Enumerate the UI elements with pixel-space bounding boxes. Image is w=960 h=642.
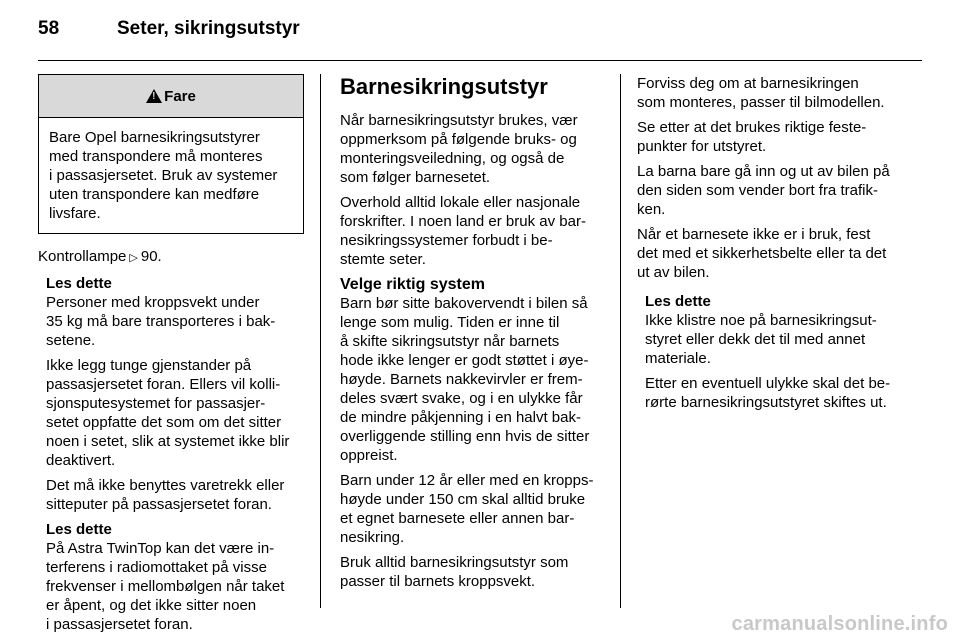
text-line: passer til barnets kroppsvekt. (340, 573, 536, 590)
text-line: Ikke klistre noe på barnesikringsut- (645, 312, 877, 329)
page-reference[interactable] (126, 248, 161, 265)
text-line: uten transpondere kan medføre (49, 186, 260, 203)
column-middle (340, 74, 605, 597)
text-line: den siden som vender bort fra trafik- (637, 182, 878, 199)
note-paragraph (645, 374, 903, 412)
text-line: lenge som mulig. Tiden er inne til (340, 314, 560, 331)
text-line: høyde. Barnets nakkevirvler er frem- (340, 371, 583, 388)
text-line: rørte barnesikringsutstyret skiftes ut. (645, 394, 887, 411)
danger-text (39, 118, 303, 233)
text-line: Personer med kroppsvekt under (46, 294, 260, 311)
text-line: livsfare. (49, 205, 101, 222)
header-rule (38, 60, 922, 61)
text-line: La barna bare gå inn og ut av bilen på (637, 163, 890, 180)
paragraph (637, 162, 903, 219)
text-line: Bruk alltid barnesikringsutstyr som (340, 554, 569, 571)
text-line: overliggende stilling enn hvis de sitter (340, 428, 590, 445)
text-line: styret eller dekk det til med annet (645, 331, 866, 348)
note-block (46, 520, 304, 634)
paragraph (340, 111, 605, 187)
text-line: passasjersetet foran. Ellers vil kolli- (46, 376, 281, 393)
text-line: sjonsputesystemet for passasjer- (46, 395, 266, 412)
text-line: monteringsveiledning, og også de (340, 150, 565, 167)
section-heading: Barnesikringsutstyr (340, 74, 548, 99)
text-line: terferens i radiomottaket på visse (46, 559, 267, 576)
text-line: Det må ikke benyttes varetrekk eller (46, 477, 285, 494)
text-line: Se etter at det brukes riktige feste- (637, 119, 867, 136)
text-line: Bare Opel barnesikringsutstyrer (49, 129, 260, 146)
note-paragraph (46, 356, 304, 470)
text-line: med transpondere må monteres (49, 148, 263, 165)
text-line: i passasjersetet foran. (46, 616, 193, 633)
text-line: frekvenser i mellombølgen når taket (46, 578, 285, 595)
text-line: setet oppfatte det som om det sitter (46, 414, 282, 431)
indicator-text: Kontrollampe (38, 248, 127, 265)
note-title: Les dette (645, 293, 711, 310)
danger-box (38, 74, 304, 234)
paragraph (637, 74, 903, 112)
text-line: Når barnesikringsutstyr brukes, vær (340, 112, 578, 129)
text-line: 35 kg må bare transporteres i bak- (46, 313, 276, 330)
paragraph (340, 294, 605, 465)
note-paragraph (46, 539, 304, 634)
column-divider (320, 74, 321, 608)
note-paragraph (46, 293, 304, 350)
text-line: Overhold alltid lokale eller nasjonale (340, 194, 581, 211)
text-line: noen i setet, slik at systemet ikke blir (46, 433, 290, 450)
text-line: nesikring. (340, 529, 405, 546)
text-line: som følger barnesetet. (340, 169, 491, 186)
note-paragraph (645, 311, 903, 368)
page-number: 58 (38, 18, 60, 39)
text-line: Når et barnesete ikke er i bruk, fest (637, 226, 871, 243)
paragraph (637, 225, 903, 282)
warning-triangle-icon (146, 89, 162, 103)
text-line: å skifte sikringsutstyr når barnets (340, 333, 560, 350)
text-line: ut av bilen. (637, 264, 710, 281)
text-line: det med et sikkerhetsbelte eller ta det (637, 245, 887, 262)
subsection-heading: Velge riktig system (340, 276, 485, 293)
text-line: setene. (46, 332, 96, 349)
note-title: Les dette (46, 521, 112, 538)
column-left (38, 74, 304, 640)
text-line: Forviss deg om at barnesikringen (637, 75, 859, 92)
text-line: Barn under 12 år eller med en kropps- (340, 472, 594, 489)
text-line: hode ikke lenger er godt støttet i øye- (340, 352, 589, 369)
indicator-paragraph (38, 247, 304, 268)
text-line: ken. (637, 201, 666, 218)
paragraph (340, 553, 605, 591)
text-line: Barn bør sitte bakovervendt i bilen så (340, 295, 588, 312)
column-divider (620, 74, 621, 608)
note-paragraph (46, 476, 304, 514)
chapter-title: Seter, sikringsutstyr (117, 18, 300, 39)
watermark: carmanualsonline.info (731, 613, 948, 635)
text-line: punkter for utstyret. (637, 138, 767, 155)
column-right (637, 74, 903, 418)
text-line: som monteres, passer til bilmodellen. (637, 94, 885, 111)
text-line: er åpent, og det ikke sitter noen (46, 597, 257, 614)
text-line: materiale. (645, 350, 711, 367)
text-line: de mindre påkjenning i en halvt bak- (340, 409, 581, 426)
text-line: Ikke legg tunge gjenstander på (46, 357, 252, 374)
text-line: oppreist. (340, 447, 398, 464)
text-line: et egnet barnesete eller annen bar- (340, 510, 575, 527)
text-line: Etter en eventuell ulykke skal det be- (645, 375, 891, 392)
note-block (645, 292, 903, 412)
danger-header (39, 75, 303, 118)
page-header (38, 18, 300, 48)
danger-title: Fare (164, 87, 196, 105)
note-title: Les dette (46, 275, 112, 292)
paragraph (340, 471, 605, 547)
text-line: deaktivert. (46, 452, 116, 469)
page-reference-value: 90. (140, 248, 162, 265)
text-line: På Astra TwinTop kan det være in- (46, 540, 275, 557)
text-line: høyde under 150 cm skal alltid bruke (340, 491, 586, 508)
text-line: sitteputer på passasjersetet foran. (46, 496, 272, 513)
text-line: deles svært svake, og i en ulykke får (340, 390, 583, 407)
paragraph (340, 193, 605, 269)
text-line: nesikringssystemer forbudt i be- (340, 232, 553, 249)
text-line: forskrifter. I noen land er bruk av bar- (340, 213, 586, 230)
text-line: stemte seter. (340, 251, 426, 268)
text-line: i passasjersetet. Bruk av systemer (49, 167, 278, 184)
paragraph (637, 118, 903, 156)
note-block (46, 274, 304, 514)
text-line: oppmerksom på følgende bruks- og (340, 131, 577, 148)
